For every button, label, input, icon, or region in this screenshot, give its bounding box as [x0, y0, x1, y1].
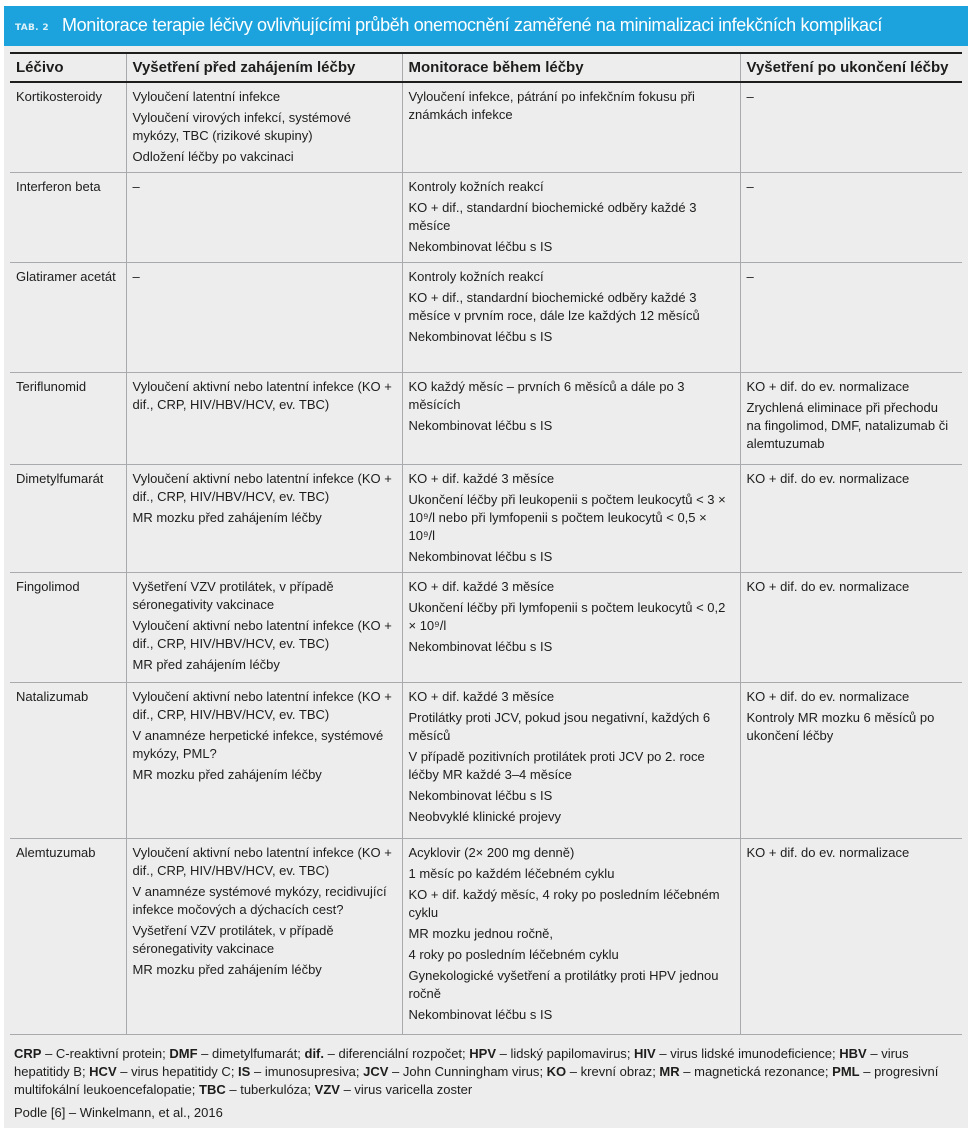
before-treatment-item: Vyloučení aktivní nebo latentní infekce (KO + dif., CRP, HIV/HBV/HCV, ev. TBC): [132, 471, 392, 504]
abbreviation-term: TBC: [199, 1082, 226, 1097]
table-title: Monitorace terapie léčivy ovlivňujícími průběh onemocnění zaměřené na minimalizaci infekčních komplikací: [62, 15, 882, 35]
after-treatment-item: KO + dif. do ev. normalizace: [746, 689, 910, 704]
during-treatment-cell: [402, 82, 740, 173]
after-treatment-item: Zrychlená eliminace při přechodu na fingolimod, DMF, natalizumab či alemtuzumab: [746, 400, 949, 451]
column-header-drug: Léčivo: [10, 53, 126, 82]
abbreviation-term: DMF: [169, 1046, 198, 1061]
before-treatment-item: MR mozku před zahájením léčby: [132, 510, 322, 525]
during-treatment-item: Vyloučení infekce, pátrání po infekčním fokusu při známkách infekce: [408, 89, 695, 122]
abbreviation-term: IS: [238, 1064, 251, 1079]
table-title-bar: [4, 6, 968, 46]
during-treatment-item: KO + dif. každé 3 měsíce: [408, 471, 555, 486]
after-treatment-item: KO + dif. do ev. normalizace: [746, 471, 910, 486]
during-treatment-cell: [402, 465, 740, 573]
abbreviation-term: JCV: [363, 1064, 389, 1079]
during-treatment-cell: [402, 683, 740, 839]
abbreviations-footnote: CRP – C-reaktivní protein; DMF – dimetylfumarát; dif. – diferenciální rozpočet; HPV – lidský papilomavirus; HIV – virus lidské imunodeficience; HBV – virus hepatitidy B; HCV – virus hepatitidy C; IS – imunosupresiva; JCV – John Cunningham virus; KO – krevní obraz; MR – magnetická rezonance; PML – progresivní multifokální leukoencefalopatie; TBC – tuberkulóza; VZV – virus varicella zoster: [14, 1046, 939, 1097]
after-treatment-item: Kontroly MR mozku 6 měsíců po ukončení léčby: [746, 710, 935, 743]
before-treatment-item: –: [132, 179, 140, 194]
during-treatment-item: Kontroly kožních reakcí: [408, 179, 544, 194]
table-row: [10, 82, 962, 173]
after-treatment-cell: [740, 82, 962, 173]
before-treatment-item: V anamnéze herpetické infekce, systémové mykózy, PML?: [132, 728, 384, 761]
drug-cell: Glatiramer acetát: [10, 263, 126, 373]
during-treatment-item: Nekombinovat léčbu s IS: [408, 788, 553, 803]
drug-cell: Fingolimod: [10, 573, 126, 683]
after-treatment-item: –: [746, 269, 754, 284]
abbreviation-term: HIV: [634, 1046, 656, 1061]
during-treatment-cell: [402, 173, 740, 263]
drug-cell: Interferon beta: [10, 173, 126, 263]
abbreviation-term: PML: [832, 1064, 860, 1079]
before-treatment-item: Vyloučení aktivní nebo latentní infekce (KO + dif., CRP, HIV/HBV/HCV, ev. TBC): [132, 689, 392, 722]
after-treatment-cell: [740, 263, 962, 373]
before-treatment-cell: [126, 82, 402, 173]
abbreviation-term: HPV: [469, 1046, 497, 1061]
table-row: [10, 465, 962, 573]
during-treatment-item: MR mozku jednou ročně,: [408, 926, 554, 941]
during-treatment-item: KO + dif. každý měsíc, 4 roky po posledním léčebném cyklu: [408, 887, 720, 920]
during-treatment-cell: [402, 263, 740, 373]
during-treatment-cell: [402, 573, 740, 683]
during-treatment-item: 4 roky po posledním léčebném cyklu: [408, 947, 619, 962]
during-treatment-item: Nekombinovat léčbu s IS: [408, 329, 553, 344]
column-header-before-treatment: Vyšetření před zahájením léčby: [126, 53, 402, 82]
before-treatment-cell: [126, 465, 402, 573]
table-row: [10, 683, 962, 839]
abbreviation-definition: diferenciální rozpočet: [338, 1046, 463, 1061]
before-treatment-item: MR před zahájením léčby: [132, 657, 280, 672]
before-treatment-cell: [126, 263, 402, 373]
drug-cell: Dimetylfumarát: [10, 465, 126, 573]
abbreviation-term: VZV: [314, 1082, 340, 1097]
during-treatment-item: Kontroly kožních reakcí: [408, 269, 544, 284]
abbreviation-definition: virus hepatitidy B: [14, 1046, 909, 1079]
after-treatment-item: KO + dif. do ev. normalizace: [746, 379, 910, 394]
during-treatment-item: Acyklovir (2× 200 mg denně): [408, 845, 575, 860]
abbreviation-term: CRP: [14, 1046, 42, 1061]
abbreviation-definition: krevní obraz: [580, 1064, 653, 1079]
during-treatment-cell: [402, 373, 740, 465]
abbreviation-definition: virus varicella zoster: [354, 1082, 473, 1097]
after-treatment-cell: [740, 173, 962, 263]
before-treatment-cell: [126, 173, 402, 263]
after-treatment-item: KO + dif. do ev. normalizace: [746, 579, 910, 594]
during-treatment-item: KO + dif., standardní biochemické odběry každé 3 měsíce: [408, 200, 697, 233]
table-figure: [4, 6, 968, 1128]
after-treatment-cell: [740, 465, 962, 573]
during-treatment-item: Nekombinovat léčbu s IS: [408, 1007, 553, 1022]
before-treatment-item: Odložení léčby po vakcinaci: [132, 149, 294, 164]
abbreviation-term: dif.: [304, 1046, 324, 1061]
before-treatment-cell: [126, 839, 402, 1035]
abbreviation-definition: dimetylfumarát: [212, 1046, 298, 1061]
before-treatment-item: Vyloučení virových infekcí, systémové mykózy, TBC (rizikové skupiny): [132, 110, 351, 143]
before-treatment-item: V anamnéze systémové mykózy, recidivující infekce močových a dýchacích cest?: [132, 884, 387, 917]
after-treatment-cell: [740, 573, 962, 683]
after-treatment-cell: [740, 839, 962, 1035]
during-treatment-item: Ukončení léčby při lymfopenii s počtem leukocytů < 0,2 × 10⁹/l: [408, 600, 726, 633]
drug-cell: Alemtuzumab: [10, 839, 126, 1035]
after-treatment-item: –: [746, 179, 754, 194]
before-treatment-cell: [126, 573, 402, 683]
source-citation: Podle [6] – Winkelmann, et al., 2016: [14, 1105, 223, 1120]
during-treatment-item: KO každý měsíc – prvních 6 měsíců a dále po 3 měsících: [408, 379, 685, 412]
after-treatment-cell: [740, 683, 962, 839]
during-treatment-item: Gynekologické vyšetření a protilátky proti HPV jednou ročně: [408, 968, 719, 1001]
before-treatment-item: MR mozku před zahájením léčby: [132, 962, 322, 977]
abbreviation-definition: imunosupresiva: [264, 1064, 356, 1079]
table-row: [10, 839, 962, 1035]
during-treatment-item: Nekombinovat léčbu s IS: [408, 639, 553, 654]
during-treatment-item: Protilátky proti JCV, pokud jsou negativní, každých 6 měsíců: [408, 710, 711, 743]
abbreviation-definition: John Cunningham virus: [402, 1064, 540, 1079]
abbreviation-definition: lidský papilomavirus: [510, 1046, 627, 1061]
during-treatment-item: Nekombinovat léčbu s IS: [408, 239, 553, 254]
before-treatment-cell: [126, 683, 402, 839]
drug-cell: Natalizumab: [10, 683, 126, 839]
column-header-after-treatment: Vyšetření po ukončení léčby: [740, 53, 962, 82]
after-treatment-item: –: [746, 89, 754, 104]
table-row: [10, 173, 962, 263]
table-row: [10, 573, 962, 683]
after-treatment-cell: [740, 373, 962, 465]
table-body: [10, 82, 962, 1035]
table-row: [10, 373, 962, 465]
column-header-during-treatment: Monitorace během léčby: [402, 53, 740, 82]
table-row: [10, 263, 962, 373]
before-treatment-item: Vyloučení aktivní nebo latentní infekce (KO + dif., CRP, HIV/HBV/HCV, ev. TBC): [132, 618, 392, 651]
during-treatment-item: Neobvyklé klinické projevy: [408, 809, 561, 824]
before-treatment-item: Vyloučení latentní infekce: [132, 89, 281, 104]
abbreviation-definition: tuberkulóza: [240, 1082, 308, 1097]
monitoring-table: [10, 52, 962, 1035]
during-treatment-item: V případě pozitivních protilátek proti JCV po 2. roce léčby MR každé 3–4 měsíce: [408, 749, 705, 782]
table-number: TAB. 2: [15, 23, 49, 33]
abbreviation-term: HBV: [839, 1046, 867, 1061]
abbreviation-term: HCV: [89, 1064, 117, 1079]
drug-cell: Teriflunomid: [10, 373, 126, 465]
before-treatment-item: –: [132, 269, 140, 284]
before-treatment-item: MR mozku před zahájením léčby: [132, 767, 322, 782]
abbreviation-term: KO: [546, 1064, 567, 1079]
during-treatment-item: KO + dif. každé 3 měsíce: [408, 579, 555, 594]
during-treatment-item: KO + dif. každé 3 měsíce: [408, 689, 555, 704]
during-treatment-item: Nekombinovat léčbu s IS: [408, 549, 553, 564]
abbreviation-term: MR: [659, 1064, 680, 1079]
abbreviation-definition: virus lidské imunodeficience: [670, 1046, 833, 1061]
during-treatment-item: KO + dif., standardní biochemické odběry každé 3 měsíce v prvním roce, dále lze každých 12 měsíců: [408, 290, 700, 323]
before-treatment-item: Vyšetření VZV protilátek, v případě séronegativity vakcinace: [132, 579, 334, 612]
before-treatment-item: Vyšetření VZV protilátek, v případě séronegativity vakcinace: [132, 923, 334, 956]
abbreviation-definition: progresivní multifokální leukoencefalopatie: [14, 1064, 939, 1097]
during-treatment-item: Nekombinovat léčbu s IS: [408, 418, 553, 433]
table-header-row: [10, 53, 962, 82]
during-treatment-cell: [402, 839, 740, 1035]
abbreviation-definition: magnetická rezonance: [694, 1064, 825, 1079]
drug-cell: Kortikosteroidy: [10, 82, 126, 173]
abbreviation-definition: C-reaktivní protein: [55, 1046, 163, 1061]
after-treatment-item: KO + dif. do ev. normalizace: [746, 845, 910, 860]
before-treatment-cell: [126, 373, 402, 465]
abbreviation-definition: virus hepatitidy C: [131, 1064, 231, 1079]
during-treatment-item: Ukončení léčby při leukopenii s počtem leukocytů < 3 × 10⁹/l nebo při lymfopenii s počtem leukocytů < 0,5 × 10⁹/l: [408, 492, 726, 543]
before-treatment-item: Vyloučení aktivní nebo latentní infekce (KO + dif., CRP, HIV/HBV/HCV, ev. TBC): [132, 379, 392, 412]
during-treatment-item: 1 měsíc po každém léčebném cyklu: [408, 866, 615, 881]
before-treatment-item: Vyloučení aktivní nebo latentní infekce (KO + dif., CRP, HIV/HBV/HCV, ev. TBC): [132, 845, 392, 878]
